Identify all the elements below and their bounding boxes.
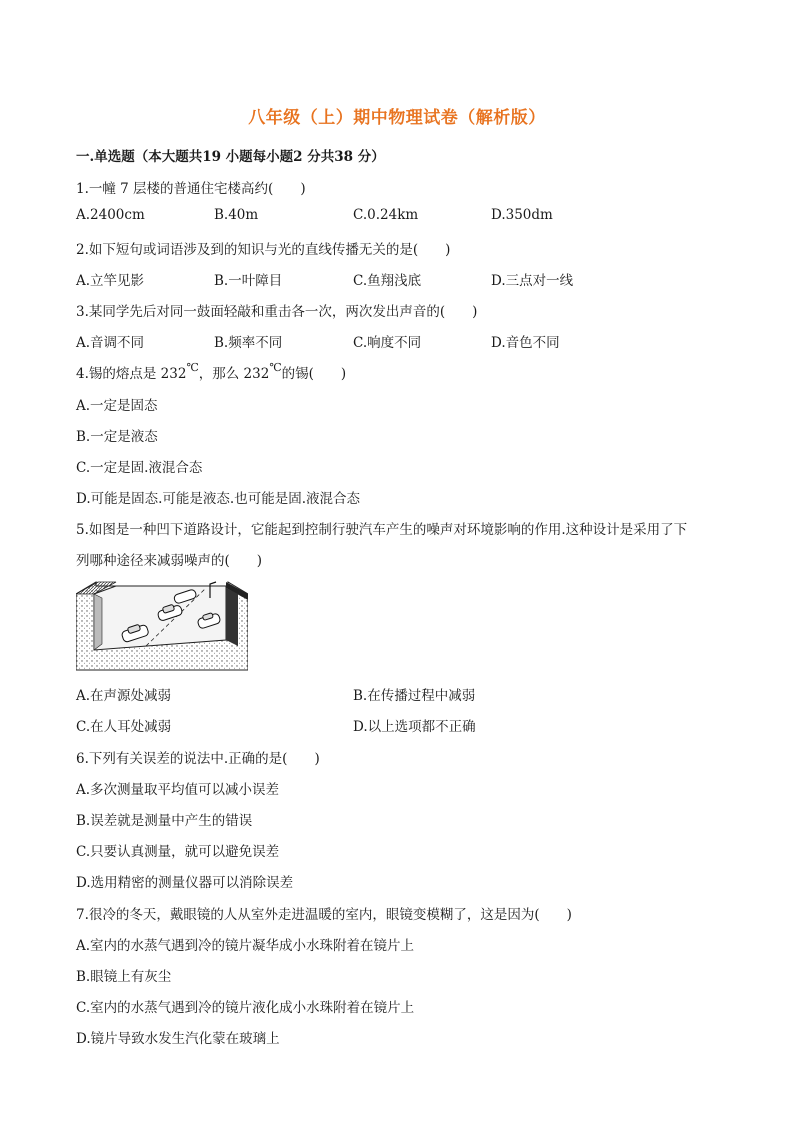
q5-option-a: A.在声源处减弱 xyxy=(76,688,172,704)
q1-option-c: C.0.24km xyxy=(353,207,419,223)
q2-option-b: B.一叶障目 xyxy=(214,273,283,289)
q4-option-c: C.一定是固.液混合态 xyxy=(76,460,203,476)
question-7-stem: 7.很冷的冬天，戴眼镜的人从室外走进温暖的室内，眼镜变模糊了，这是因为( ) xyxy=(76,907,572,923)
q7-option-b: B.眼镜上有灰尘 xyxy=(76,969,172,985)
q5-option-c: C.在人耳处减弱 xyxy=(76,719,172,735)
q4-stem-part-1: 4.锡的熔点是 232 xyxy=(76,366,187,382)
q3-option-a: A.音调不同 xyxy=(76,335,145,351)
q3-option-b: B.频率不同 xyxy=(214,335,283,351)
q7-option-c: C.室内的水蒸气遇到冷的镜片液化成小水珠附着在镜片上 xyxy=(76,1000,415,1016)
q4-option-b: B.一定是液态 xyxy=(76,429,158,445)
q2-option-d: D.三点对一线 xyxy=(491,273,574,289)
q4-stem-part-2: ，那么 232 xyxy=(198,366,270,382)
q5-option-b: B.在传播过程中减弱 xyxy=(353,688,476,704)
q1-option-b: B.40m xyxy=(214,207,259,223)
q7-option-d: D.镜片导致水发生汽化蒙在玻璃上 xyxy=(76,1031,280,1047)
q2-option-c: C.鱼翔浅底 xyxy=(353,273,422,289)
q3-option-d: D.音色不同 xyxy=(491,335,560,351)
q6-option-d: D.选用精密的测量仪器可以消除误差 xyxy=(76,875,294,891)
section-heading: 一.单选题（本大题共19 小题每小题2 分共38 分） xyxy=(76,149,385,165)
q4-unit-2: ℃ xyxy=(269,361,282,374)
page-title: 八年级（上）期中物理试卷（解析版） xyxy=(248,108,546,128)
q6-option-a: A.多次测量取平均值可以减小误差 xyxy=(76,782,280,798)
question-5-stem-line-2: 列哪种途径来减弱噪声的( ) xyxy=(76,553,263,569)
question-6-stem: 6.下列有关误差的说法中.正确的是( ) xyxy=(76,751,320,767)
question-2-stem: 2.如下短句或词语涉及到的知识与光的直线传播无关的是( ) xyxy=(76,242,451,258)
q6-option-c: C.只要认真测量，就可以避免误差 xyxy=(76,844,280,860)
q1-option-d: D.350dm xyxy=(491,207,553,223)
question-4-stem xyxy=(76,362,346,382)
q4-option-d: D.可能是固态.可能是液态.也可能是固.液混合态 xyxy=(76,491,361,507)
question-5-stem-line-1: 5.如图是一种凹下道路设计，它能起到控制行驶汽车产生的噪声对环境影响的作用.这种设计是采用了下 xyxy=(76,522,688,538)
q1-option-a: A.2400cm xyxy=(76,207,145,223)
question-3-stem: 3.某同学先后对同一鼓面轻敲和重击各一次，两次发出声音的( ) xyxy=(76,304,478,320)
q6-option-b: B.误差就是测量中产生的错误 xyxy=(76,813,253,829)
q4-unit-1: ℃ xyxy=(186,361,199,374)
q2-option-a: A.立竿见影 xyxy=(76,273,145,289)
sunken-road-figure xyxy=(76,580,248,672)
q7-option-a: A.室内的水蒸气遇到冷的镜片凝华成小水珠附着在镜片上 xyxy=(76,938,415,954)
question-1-stem: 1.一幢 7 层楼的普通住宅楼高约( ) xyxy=(76,181,306,197)
q4-stem-part-3: 的锡( ) xyxy=(281,366,347,382)
q3-option-c: C.响度不同 xyxy=(353,335,422,351)
q5-option-d: D.以上选项都不正确 xyxy=(353,719,476,735)
q4-option-a: A.一定是固态 xyxy=(76,398,158,414)
